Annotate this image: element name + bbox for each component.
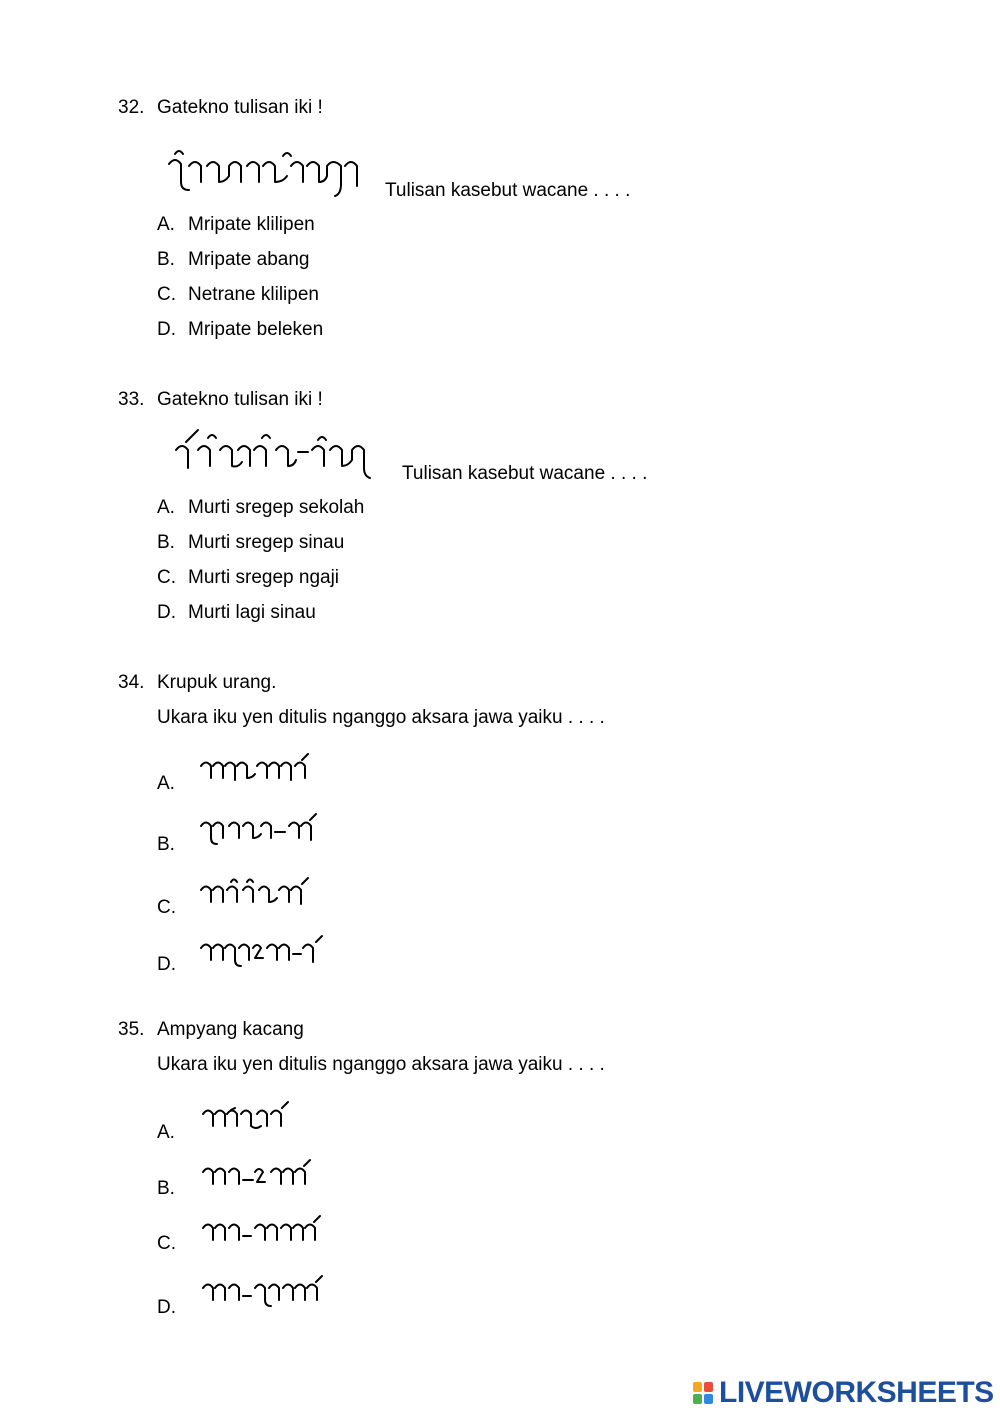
javanese-script-option-image[interactable] — [198, 752, 318, 784]
option-letter: B. — [157, 1178, 175, 1199]
question-prompt: Krupuk urang. — [157, 672, 277, 693]
option-letter: D. — [157, 602, 176, 623]
option-text[interactable]: Murti sregep sinau — [188, 532, 345, 553]
brand-name: LIVEWORKSHEETS — [719, 1376, 994, 1409]
javanese-script-image — [172, 428, 382, 480]
javanese-script-image — [165, 146, 365, 198]
javanese-script-option-image[interactable] — [198, 874, 318, 908]
liveworksheets-logo-icon — [693, 1382, 713, 1404]
option-letter: C. — [157, 284, 176, 305]
javanese-script-option-image[interactable] — [200, 1214, 325, 1248]
javanese-script-option-image[interactable] — [198, 934, 333, 968]
script-reading-prompt: Tulisan kasebut wacane . . . . — [402, 463, 648, 484]
question-number: 34. — [118, 672, 145, 693]
option-text[interactable]: Murti lagi sinau — [188, 602, 316, 623]
option-text[interactable]: Mripate beleken — [188, 319, 324, 340]
question-number: 32. — [118, 97, 145, 118]
option-letter: A. — [157, 497, 175, 518]
script-reading-prompt: Tulisan kasebut wacane . . . . — [385, 180, 631, 201]
question-instruction: Ukara iku yen ditulis nganggo aksara jawa yaiku . . . . — [157, 1054, 605, 1075]
option-letter: C. — [157, 897, 176, 918]
javanese-script-option-image[interactable] — [198, 812, 328, 846]
option-letter: A. — [157, 1122, 175, 1143]
question-prompt: Gatekno tulisan iki ! — [157, 389, 323, 410]
option-letter: B. — [157, 834, 175, 855]
option-text[interactable]: Murti sregep ngaji — [188, 567, 340, 588]
javanese-script-option-image[interactable] — [200, 1158, 315, 1192]
option-letter: C. — [157, 1233, 176, 1254]
option-text[interactable]: Mripate abang — [188, 249, 310, 270]
option-letter: D. — [157, 319, 176, 340]
option-text[interactable]: Mripate klilipen — [188, 214, 315, 235]
option-text[interactable]: Murti sregep sekolah — [188, 497, 365, 518]
liveworksheets-logo[interactable] — [693, 1376, 993, 1410]
question-instruction: Ukara iku yen ditulis nganggo aksara jawa yaiku . . . . — [157, 707, 605, 728]
option-letter: A. — [157, 214, 175, 235]
option-letter: C. — [157, 567, 176, 588]
javanese-script-option-image[interactable] — [200, 1274, 330, 1308]
question-prompt: Ampyang kacang — [157, 1019, 304, 1040]
option-letter: D. — [157, 954, 176, 975]
question-number: 33. — [118, 389, 145, 410]
option-letter: B. — [157, 532, 175, 553]
question-prompt: Gatekno tulisan iki ! — [157, 97, 323, 118]
option-text[interactable]: Netrane klilipen — [188, 284, 319, 305]
option-letter: B. — [157, 249, 175, 270]
option-letter: A. — [157, 773, 175, 794]
javanese-script-option-image[interactable] — [200, 1100, 300, 1134]
question-number: 35. — [118, 1019, 145, 1040]
option-letter: D. — [157, 1297, 176, 1318]
